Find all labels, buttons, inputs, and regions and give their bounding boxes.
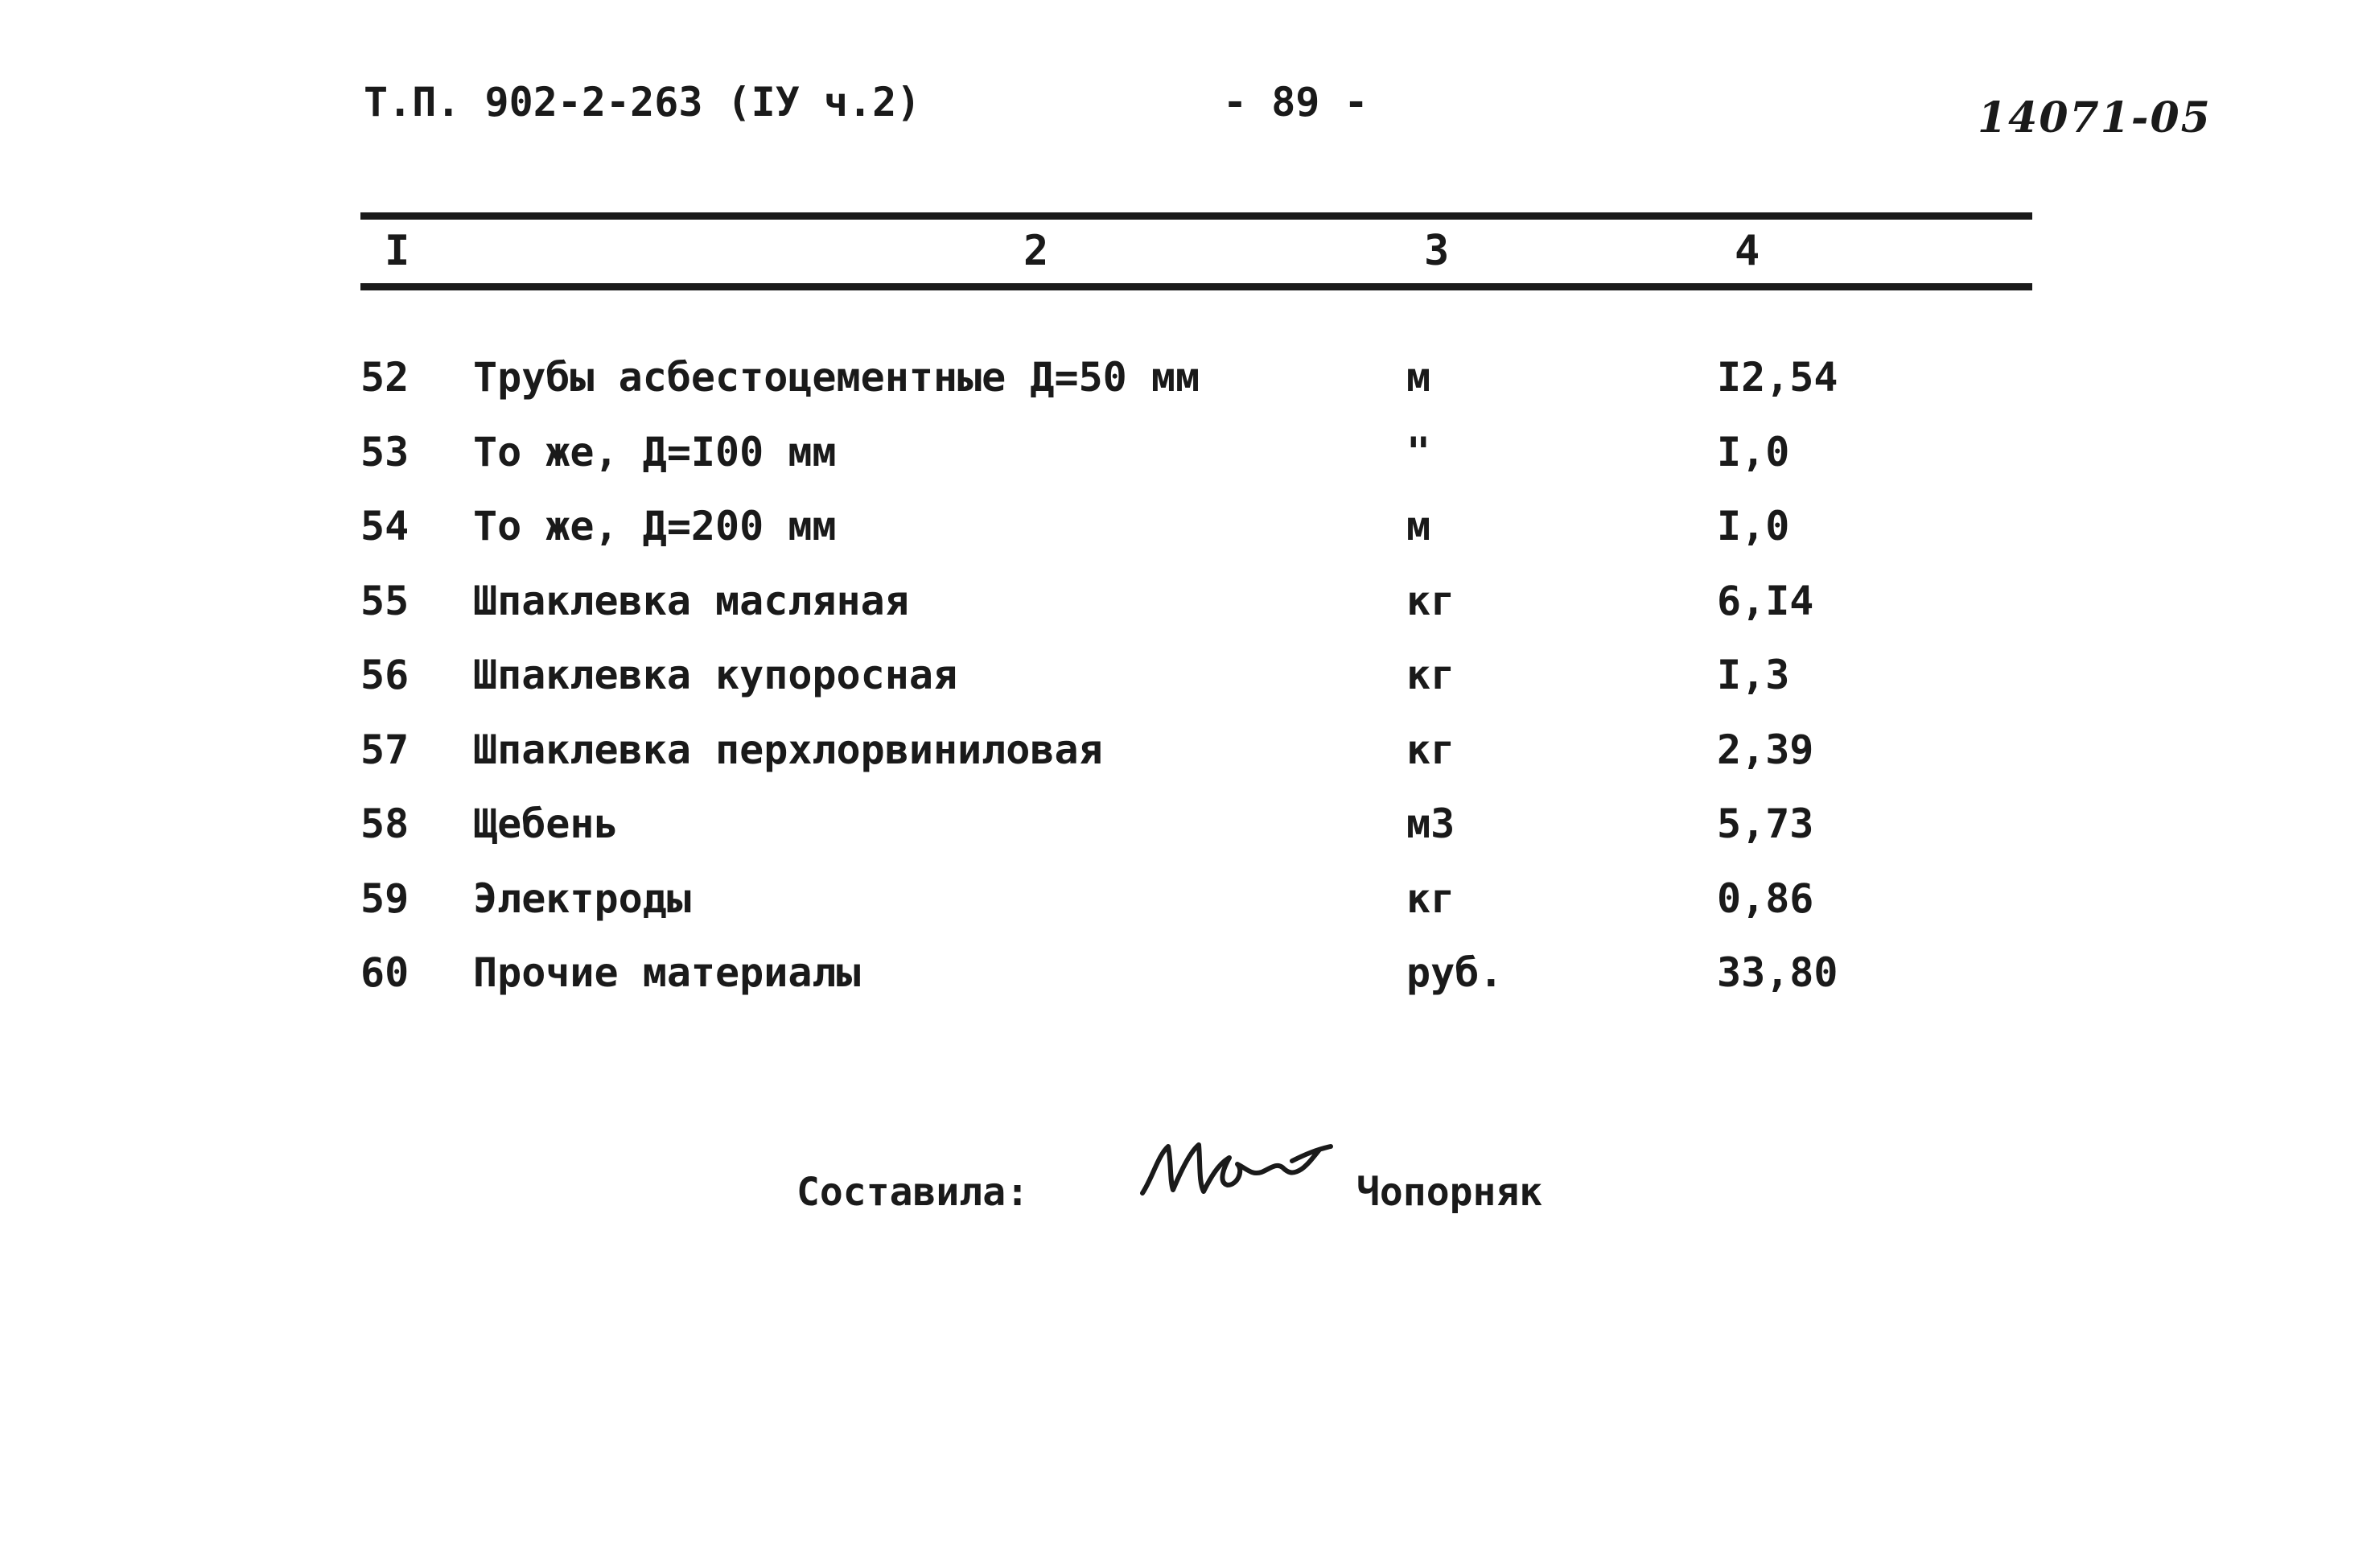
row-number: 54 [360, 503, 410, 549]
row-number: 60 [360, 949, 410, 996]
row-number: 59 [360, 875, 410, 922]
table-row [0, 578, 2375, 652]
material-name: То же, Д=I00 мм [473, 428, 837, 475]
quantity: I,0 [1717, 503, 1790, 549]
table-row [0, 949, 2375, 1024]
column-header-3: 3 [1424, 227, 1450, 275]
row-number: 55 [360, 577, 410, 624]
signer-name: Чопорняк [1356, 1170, 1543, 1215]
row-number: 57 [360, 726, 410, 773]
column-header-1: I [385, 227, 410, 275]
signed-by-label: Составила: [796, 1170, 1029, 1215]
row-number: 53 [360, 428, 410, 475]
quantity: I,0 [1717, 428, 1790, 475]
material-name: Шпаклевка купоросная [473, 652, 958, 698]
quantity: 0,86 [1717, 875, 1814, 922]
material-name: Шпаклевка масляная [473, 577, 909, 624]
unit: кг [1406, 875, 1455, 922]
unit: м [1406, 503, 1431, 549]
table-row [0, 800, 2375, 875]
material-name: Прочие материалы [473, 949, 861, 996]
quantity: I2,54 [1717, 354, 1838, 401]
unit: кг [1406, 652, 1455, 698]
table-top-rule [360, 212, 2032, 220]
unit: кг [1406, 577, 1455, 624]
unit: " [1406, 428, 1431, 475]
row-number: 52 [360, 354, 410, 401]
quantity: 6,I4 [1717, 577, 1814, 624]
table-row [0, 726, 2375, 801]
document-reference: Т.П. 902-2-263 (IУ ч.2) [364, 79, 921, 126]
unit: кг [1406, 726, 1455, 773]
page-number: - 89 - [1223, 79, 1369, 126]
column-header-2: 2 [1023, 227, 1049, 275]
row-number: 58 [360, 800, 410, 847]
material-name: То же, Д=200 мм [473, 503, 837, 549]
archive-number: 14071-05 [1978, 93, 2212, 142]
table-row [0, 652, 2375, 726]
table-row [0, 354, 2375, 429]
column-header-4: 4 [1735, 227, 1760, 275]
material-name: Щебень [473, 800, 619, 847]
material-name: Электроды [473, 875, 691, 922]
table-row [0, 503, 2375, 578]
materials-table [0, 354, 2375, 1024]
material-name: Трубы асбестоцементные Д=50 мм [473, 354, 1200, 401]
quantity: 33,80 [1717, 949, 1838, 996]
quantity: 5,73 [1717, 800, 1814, 847]
table-row [0, 875, 2375, 950]
handwritten-signature [1134, 1122, 1344, 1227]
table-row [0, 429, 2375, 504]
material-name: Шпаклевка перхлорвиниловая [473, 726, 1103, 773]
unit: м3 [1406, 800, 1455, 847]
table-header-rule [360, 283, 2032, 290]
quantity: I,3 [1717, 652, 1790, 698]
row-number: 56 [360, 652, 410, 698]
quantity: 2,39 [1717, 726, 1814, 773]
unit: руб. [1406, 949, 1504, 996]
unit: м [1406, 354, 1431, 401]
